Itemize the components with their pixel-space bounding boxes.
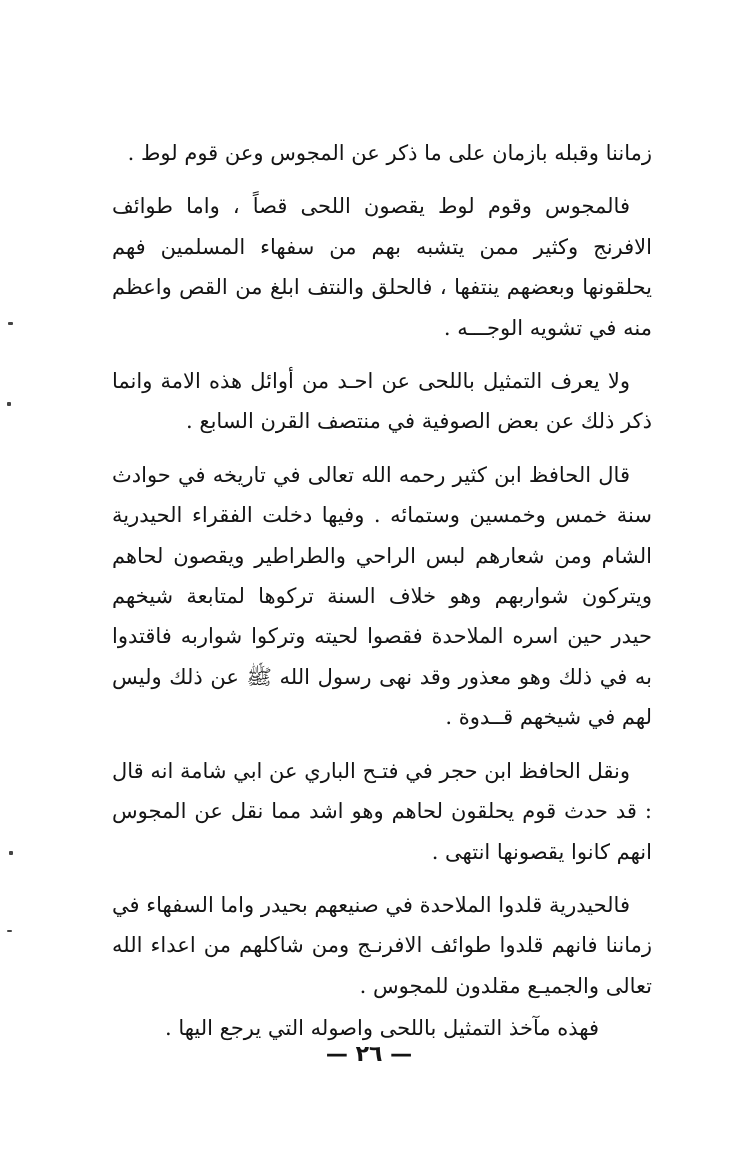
paragraph-1: زماننا وقبله بازمان على ما ذكر عن المجوس وعن قوم لوط .	[127, 141, 652, 165]
margin-speck-2	[7, 402, 11, 406]
margin-speck-4	[7, 930, 12, 932]
paragraph-2: فالمجوس وقوم لوط يقصون اللحى قصاً ، واما طوائف الافرنج وكثير ممن يتشبه بهم من سفهاء المسلمين فهم يحلقونها وبعضهم ينتفها ، فالحلق والنتف ابلغ من القص واعظم منه في تشويه الوجـــه .	[112, 194, 652, 340]
paragraph-4: قال الحافظ ابن كثير رحمه الله تعالى في تاريخه في حوادث سنة خمس وخمسين وستمائه . وفيها دخلت الفقراء الحيدرية الشام ومن شعارهم لبس الراحي والطراطير ويقصون لحاهم ويتركون شواربهم وهو خلاف السنة تركوها لمتابعة شيخهم حيدر حين اسره الملاحدة فقصوا لحيته وتركوا شواربه فاقتدوا به في ذلك وهو معذور وقد نهى رسول الله ﷺ عن ذلك وليس لهم في شيخهم قــدوة .	[112, 462, 652, 730]
paragraph-3: ولا يعرف التمثيل باللحى عن احـد من أوائل هذه الامة وانما ذكر ذلك عن بعض الصوفية في منتصف القرن السابع .	[112, 369, 652, 434]
page-number: — ٢٦ —	[325, 1042, 413, 1067]
paragraph-5: ونقل الحافظ ابن حجر في فتـح الباري عن ابي شامة انه قال : قد حدث قوم يحلقون لحاهم وهو اشد مما نقل عن المجوس انهم كانوا يقصونها انتهى .	[112, 758, 652, 864]
margin-speck-3	[9, 851, 13, 855]
paragraph-6: فالحيدرية قلدوا الملاحدة في صنيعهم بحيدر واما السفهاء في زماننا فانهم قلدوا طوائف الافرنـج ومن شاكلهم من اعداء الله تعالى والجميـع مقلدون للمجوس .	[112, 892, 652, 998]
paragraph-7: فهذه مآخذ التمثيل باللحى واصوله التي يرجع اليها .	[164, 1016, 600, 1041]
margin-speck-1	[8, 322, 13, 325]
body-text	[112, 133, 652, 1049]
